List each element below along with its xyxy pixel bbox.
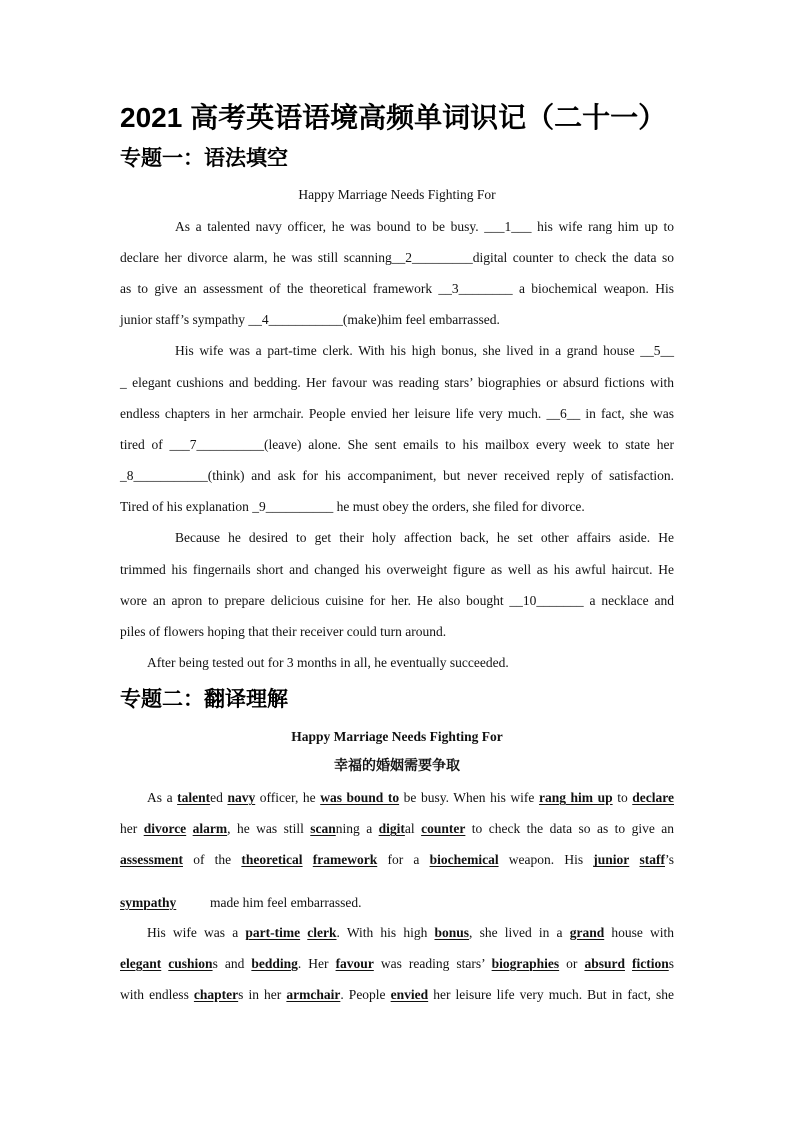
text-segment: house with [604,924,675,940]
key-word: scan [310,821,336,837]
text-line: _8___________(think) and ask for his accompaniment, but never received reply of satisfaction. [120,468,674,484]
text-line: Tired of his explanation _9__________ he must obey the orders, she filed for divorce. [120,499,585,515]
text-line [120,917,674,948]
text-line [120,813,674,844]
text-line: trimmed his fingernails short and changed his overweight figure as well as his awful haircut. He [120,561,674,577]
key-word: alarm [192,821,228,837]
text-segment: , he was still [227,821,311,837]
key-word: biographies [491,955,560,971]
key-word: bedding [251,955,298,971]
passage-body [120,782,674,1010]
text-segment: made him feel embarrassed. [176,894,362,910]
text-segment: ning a [335,821,379,837]
text-line [120,889,674,917]
key-word: divorce [143,821,187,837]
key-word: was bound to [320,790,400,805]
translation-section [120,722,674,1010]
text-line: endless chapters in her armchair. People envied her leisure life very much. __6__ in fact, she was [120,405,674,421]
key-word: armchair [286,986,341,1002]
section-heading: 专题一：语法填空 [120,146,288,170]
text-line [120,844,674,875]
paragraph [120,211,674,336]
paragraph [120,647,674,678]
text-line: _ elegant cushions and bedding. Her favour was reading stars’ biographies or absurd fictions with [120,374,674,390]
grammar-fill-section [120,179,674,678]
paragraph [120,522,674,647]
key-word: grand [569,924,605,940]
text-segment: His wife was a [147,924,246,940]
text-segment: . Her [297,955,336,971]
text-segment: s and [212,955,252,971]
key-word: junior [593,852,630,868]
key-word: digit [378,821,405,837]
text-segment: ’s [665,852,675,868]
text-segment [629,852,639,867]
text-line: piles of flowers hoping that their receiver could turn around. [120,624,447,640]
text-line: Because he desired to get their holy affection back, he set other affairs aside. He [175,530,674,546]
passage-title: Happy Marriage Needs Fighting For [298,187,496,203]
key-word: absurd [584,955,625,971]
text-segment: be busy. When his wife [399,790,539,805]
key-word: assessment [120,852,183,868]
text-segment: of the [183,852,242,868]
text-segment: s in her [238,986,287,1002]
text-segment: . People [340,986,391,1002]
text-segment: to [612,790,633,805]
text-line: As a talented navy officer, he was bound to be busy. ___1___ his wife rang him up to [175,218,674,234]
key-word: chapter [193,986,239,1002]
paragraph [120,917,674,1011]
key-word: theoretical [241,852,303,868]
text-segment: for a [377,852,430,868]
key-word: rang him up [538,790,613,805]
text-segment: ed [210,790,228,805]
key-word: sympathy [120,894,177,910]
text-line: After being tested out for 3 months in all, he eventually succeeded. [147,655,509,671]
text-segment: officer, he [255,790,321,805]
key-word: framework [312,852,378,868]
text-line [120,979,674,1010]
text-segment: with endless [120,986,194,1002]
text-line [120,782,674,813]
text-segment [625,956,632,971]
text-line: declare her divorce alarm, he was still scanning__2_________digital counter to check the data so [120,249,674,265]
text-line: His wife was a part-time clerk. With his high bonus, she lived in a grand house __5__ [175,343,674,359]
passage-body [120,211,674,679]
text-segment: was reading stars’ [373,955,492,971]
text-line: tired of ___7__________(leave) alone. She sent emails to his mailbox every week to state her [120,436,674,452]
text-segment: As a [147,790,178,805]
key-word: cushion [168,955,213,971]
text-segment: , she lived in a [469,924,570,940]
key-word: elegant [120,955,162,971]
key-word: favour [335,955,374,971]
key-word: biochemical [429,852,499,868]
text-segment [303,852,313,867]
text-segment: or [559,955,585,971]
text-segment: to check the data so as to give an [465,821,674,837]
key-word: declare [632,790,674,805]
text-line [120,948,674,979]
text-segment: s [668,955,675,971]
key-word: fiction [632,955,669,971]
text-segment: weapon. His [498,852,594,868]
key-word: navy [227,790,256,805]
key-word: clerk [307,924,337,940]
key-word: part-time [245,924,301,940]
text-line: wore an apron to prepare delicious cuisine for her. He also bought __10_______ a necklace and [120,592,674,608]
key-word: staff [639,852,665,868]
passage-title-zh: 幸福的婚姻需要争取 [334,759,460,774]
text-segment: her [120,821,144,837]
text-line: junior staff’s sympathy __4___________(make)him feel embarrassed. [120,312,500,328]
text-line: as to give an assessment of the theoretical framework __3________ a biochemical weapon. His [120,280,674,296]
paragraph [120,782,674,917]
text-segment: al [404,821,422,837]
key-word: talent [177,790,211,805]
document-title: 2021 高考英语语境高频单词识记（二十一） [120,102,667,133]
passage-title: Happy Marriage Needs Fighting For [291,729,503,744]
key-word: counter [421,821,466,837]
paragraph [120,335,674,522]
text-segment: her leisure life very much. But in fact, she [428,986,674,1002]
key-word: envied [390,986,429,1002]
section-heading: 专题二：翻译理解 [120,687,288,711]
key-word: bonus [434,924,470,940]
text-segment: . With his high [336,924,435,940]
